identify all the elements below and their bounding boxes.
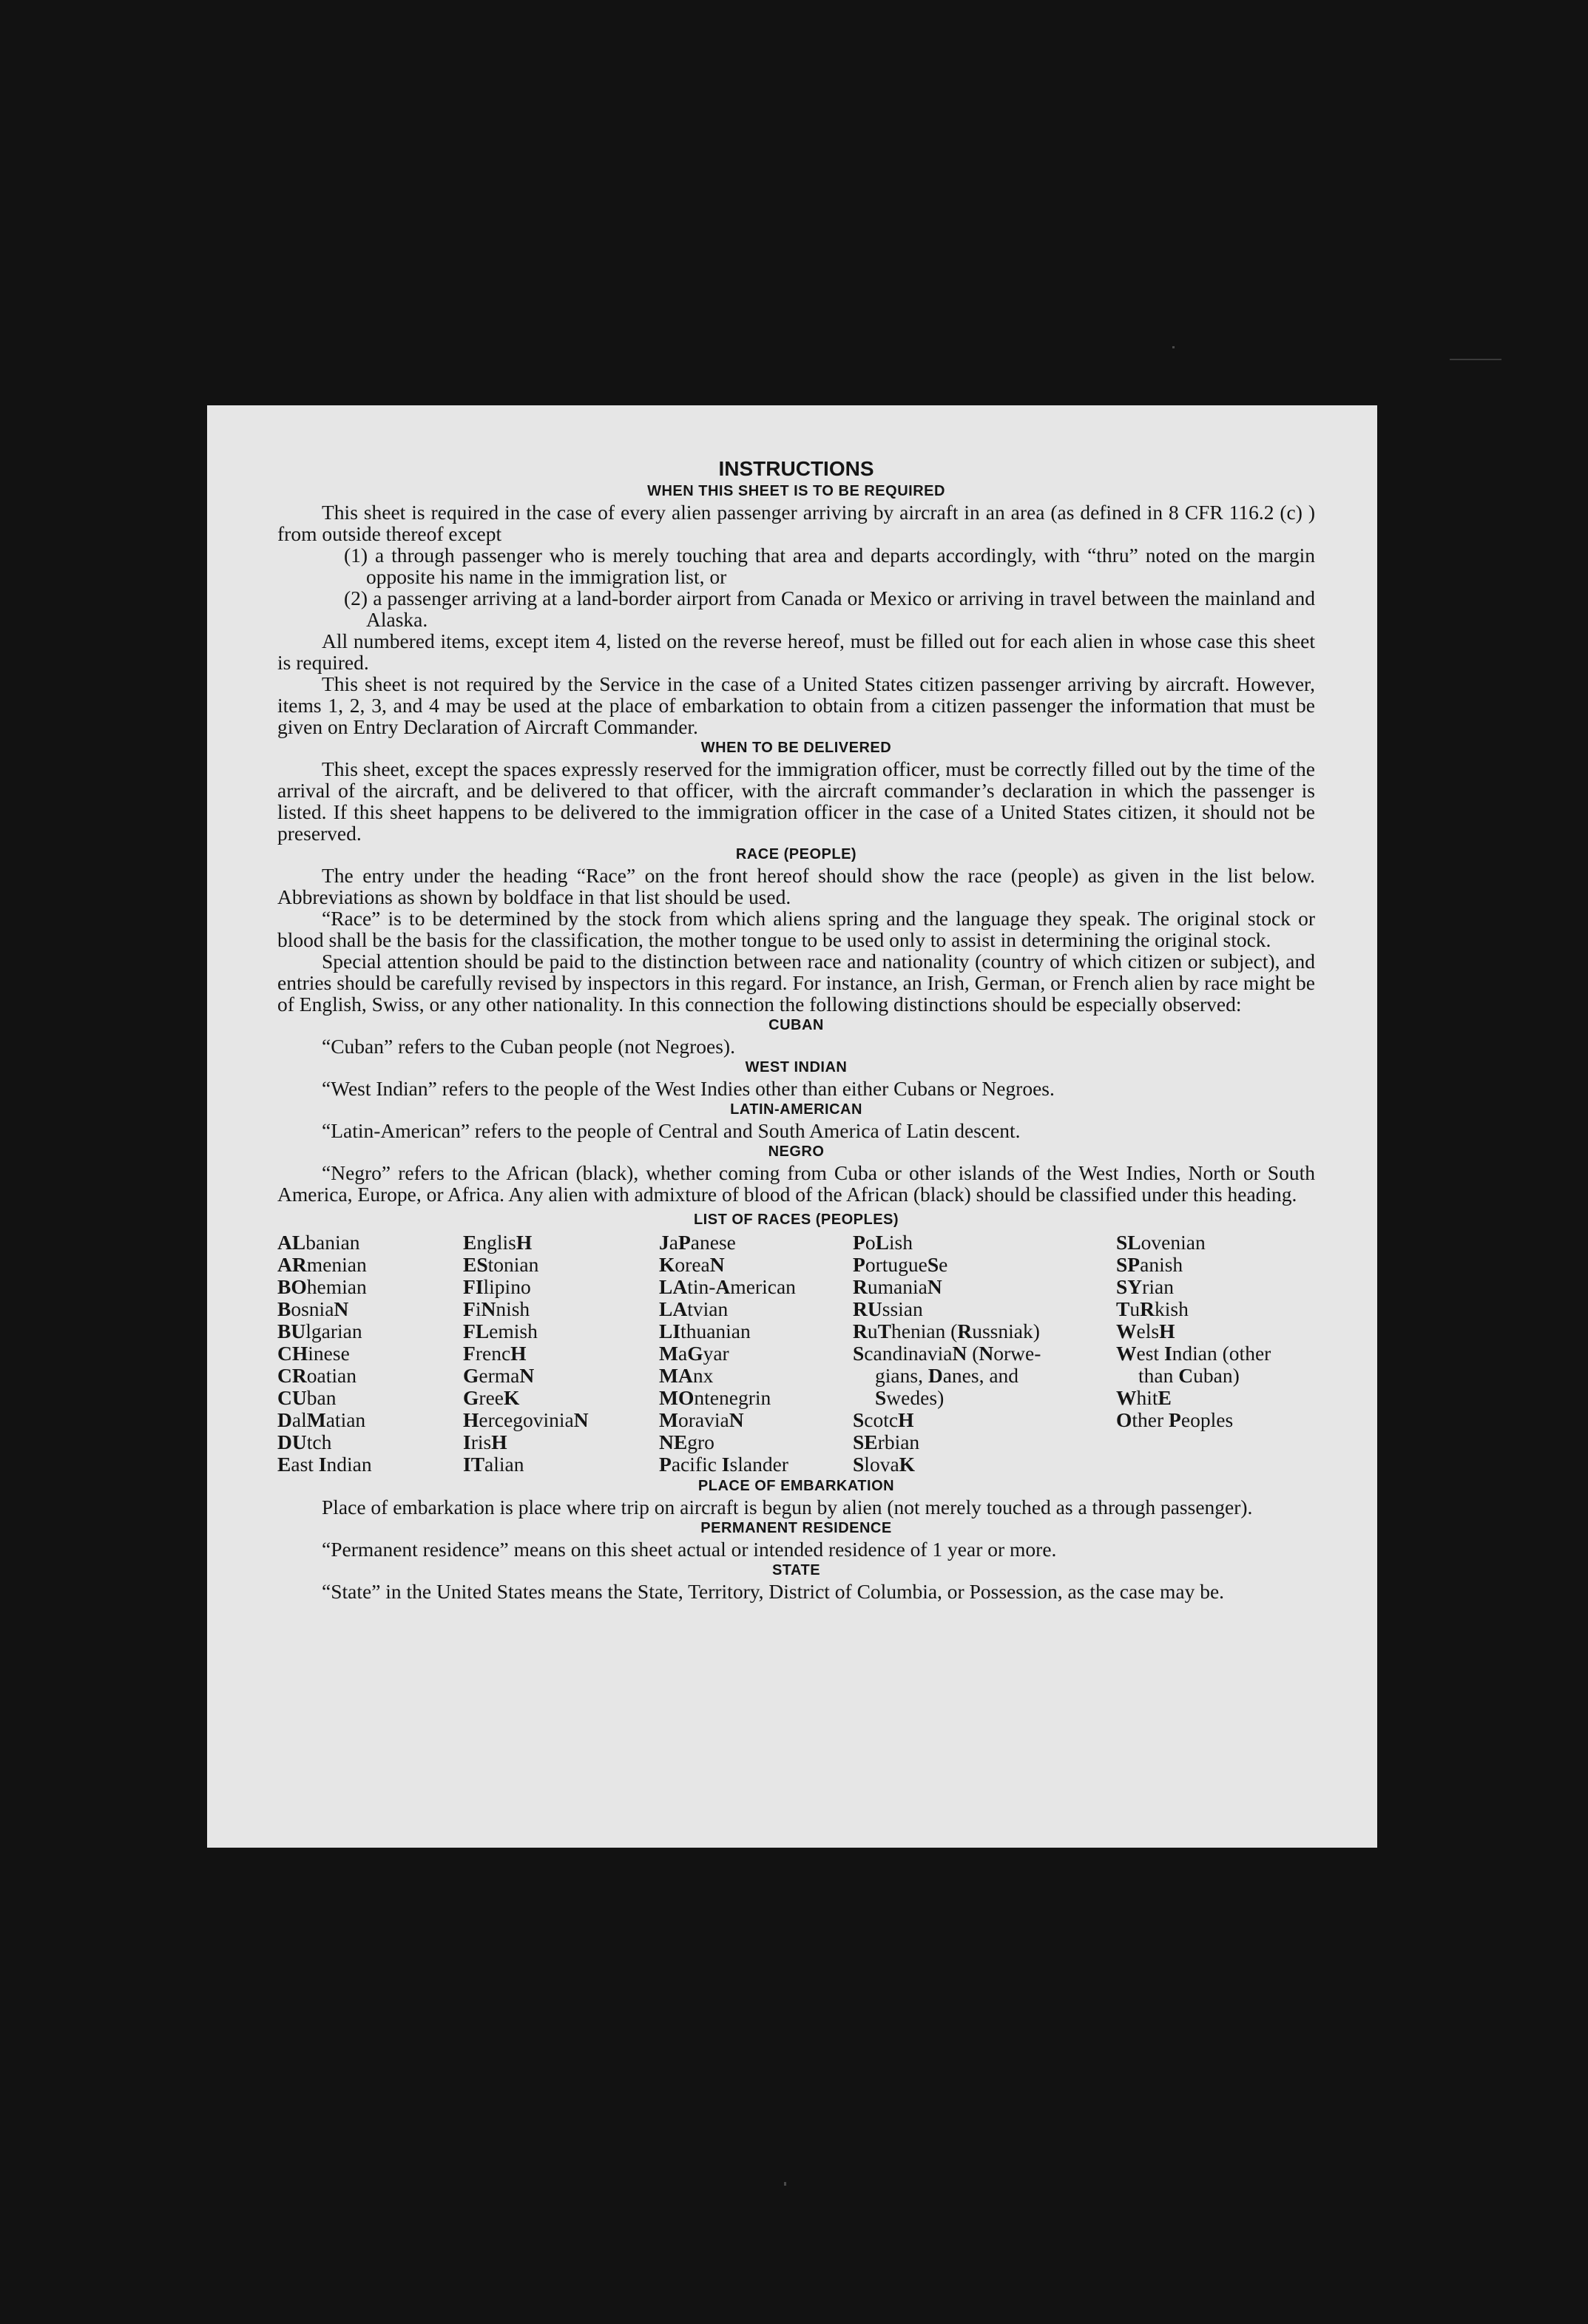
race-entry: ScandinaviaN (Norwe- — [853, 1342, 1041, 1365]
race-entry: WhitE — [1116, 1386, 1172, 1409]
paragraph: This sheet, except the spaces expressly reserved for the immigration officer, must be correctly filled out by the time of the arrival of the aircraft, and be delivered to that officer, with the aircraft commander’s declaration in which the passenger is listed. If this sheet happens to be delivered to the immigration officer in the case of a United States citizen, it should not be preserved. — [277, 757, 1315, 845]
races-list — [277, 1232, 1315, 1476]
race-entry: BOhemian — [277, 1275, 367, 1298]
race-entry: JaPanese — [659, 1231, 736, 1254]
race-entry: MoraviaN — [659, 1408, 744, 1431]
paragraph: “West Indian” refers to the people of the West Indies other than either Cubans or Negroes. — [322, 1077, 1055, 1100]
section-heading-race: RACE (PEOPLE) — [735, 846, 857, 862]
paragraph: This sheet is not required by the Service in the case of a United States citizen passenger arriving by aircraft. However, items 1, 2, 3, and 4 may be used at the place of embarkation to obtain from a citizen passenger the information that must be given on Entry Declaration of Aircraft Commander. — [277, 672, 1315, 738]
races-column — [853, 1232, 1116, 1476]
race-entry: ITalian — [463, 1453, 524, 1476]
section-heading-embarkation: PLACE OF EMBARKATION — [697, 1478, 895, 1494]
list-item: (1) a through passenger who is merely touching that area and departs accordingly, with “thru” noted on the margin opposite his name in the immigration list, or — [344, 544, 1315, 588]
race-entry: RuThenian (Russniak) — [853, 1320, 1040, 1342]
section-heading-required: WHEN THIS SHEET IS TO BE REQUIRED — [647, 483, 945, 499]
race-entry: PoLish — [853, 1231, 913, 1254]
paragraph: “Cuban” refers to the Cuban people (not Negroes). — [322, 1035, 735, 1058]
race-entry: DalMatian — [277, 1408, 366, 1431]
section-heading-west-indian: WEST INDIAN — [745, 1059, 848, 1075]
race-entry: KoreaN — [659, 1253, 725, 1276]
race-entry: LIthuanian — [659, 1320, 751, 1342]
race-entry: FrencH — [463, 1342, 527, 1365]
paragraph: Special attention should be paid to the distinction between race and nationality (country of which citizen or subject), and entries should be carefully revised by inspectors in this regard. For instance, an Irish, German, or French alien by race might be of English, Swiss, or any other nationality. In this connection the following distinctions should be especially observed: — [277, 950, 1315, 1016]
race-entry: DUtch — [277, 1430, 332, 1453]
paragraph: This sheet is required in the case of every alien passenger arriving by aircraft in an area (as defined in 8 CFR 116.2 (c) ) from outside thereof except — [277, 501, 1315, 545]
race-entry: LAtvian — [659, 1297, 729, 1320]
race-entry: MAnx — [659, 1364, 714, 1387]
race-entry: SPanish — [1116, 1253, 1183, 1276]
race-entry: CRoatian — [277, 1364, 357, 1387]
race-entry: FiNnish — [463, 1297, 530, 1320]
race-entry: SLovenian — [1116, 1231, 1206, 1254]
section-heading-negro: NEGRO — [768, 1144, 825, 1160]
document-sheet — [207, 405, 1377, 1848]
section-heading-residence: PERMANENT RESIDENCE — [700, 1520, 892, 1536]
paragraph: All numbered items, except item 4, listed on the reverse hereof, must be filled out for each alien in whose case this sheet is required. — [277, 629, 1315, 674]
paragraph: “Negro” refers to the African (black), whether coming from Cuba or other islands of the West Indies, North or South America, Europe, or Africa. Any alien with admixture of blood of the African (black) should be classified under this heading. — [277, 1161, 1315, 1206]
races-column — [463, 1232, 659, 1476]
section-heading-latin-american: LATIN-AMERICAN — [730, 1101, 862, 1118]
race-entry: MaGyar — [659, 1342, 729, 1365]
race-entry: EnglisH — [463, 1231, 533, 1254]
section-heading-races-list: LIST OF RACES (PEOPLES) — [693, 1212, 899, 1228]
races-column — [659, 1232, 853, 1476]
race-entry: GermaN — [463, 1364, 535, 1387]
race-entry: East Indian — [277, 1453, 372, 1476]
race-entry: CUban — [277, 1386, 337, 1409]
section-heading-delivered: WHEN TO BE DELIVERED — [700, 740, 892, 756]
race-entry: SYrian — [1116, 1275, 1174, 1298]
race-entry: PortugueSe — [853, 1253, 948, 1276]
race-entry: West Indian (other — [1116, 1342, 1271, 1365]
race-entry: HercegoviniaN — [463, 1408, 589, 1431]
race-entry: RumaniaN — [853, 1275, 942, 1298]
race-entry: BosniaN — [277, 1297, 349, 1320]
race-entry: SlovaK — [853, 1453, 916, 1476]
list-item: (2) a passenger arriving at a land-border airport from Canada or Mexico or arriving in travel between the mainland and Alaska. — [344, 587, 1315, 631]
races-column — [277, 1232, 463, 1476]
race-entry: EStonian — [463, 1253, 539, 1276]
race-entry: RUssian — [853, 1297, 923, 1320]
race-entry: Other Peoples — [1116, 1408, 1234, 1431]
race-entry: MOntenegrin — [659, 1386, 771, 1409]
race-entry: than Cuban) — [1138, 1364, 1240, 1387]
race-entry: SErbian — [853, 1430, 920, 1453]
race-entry: BUlgarian — [277, 1320, 362, 1342]
race-entry: FLemish — [463, 1320, 538, 1342]
paragraph: “State” in the United States means the State, Territory, District of Columbia, or Possession, as the case may be. — [322, 1580, 1225, 1603]
section-heading-state: STATE — [771, 1562, 821, 1578]
race-entry: FIlipino — [463, 1275, 531, 1298]
page-title: INSTRUCTIONS — [718, 457, 874, 480]
section-heading-cuban: CUBAN — [768, 1017, 824, 1033]
race-entry: Pacific Islander — [659, 1453, 788, 1476]
race-entry: LAtin-American — [659, 1275, 796, 1298]
paragraph: Place of embarkation is place where trip on aircraft is begun by alien (not merely touched as a through passenger). — [322, 1496, 1253, 1519]
race-entry: IrisH — [463, 1430, 507, 1453]
race-entry: ARmenian — [277, 1253, 367, 1276]
paragraph: “Latin-American” refers to the people of Central and South America of Latin descent. — [322, 1119, 1021, 1142]
race-entry: ScotcH — [853, 1408, 914, 1431]
race-entry: NEgro — [659, 1430, 714, 1453]
paragraph: “Race” is to be determined by the stock from which aliens spring and the language they speak. The original stock or blood shall be the basis for the classification, the mother tongue to be used only to assist in determining the original stock. — [277, 907, 1315, 951]
paragraph: The entry under the heading “Race” on the front hereof should show the race (people) as given in the list below. Abbreviations as shown by boldface in that list should be used. — [277, 864, 1315, 908]
race-entry: ALbanian — [277, 1231, 360, 1254]
race-entry: WelsH — [1116, 1320, 1175, 1342]
race-entry: CHinese — [277, 1342, 350, 1365]
races-column — [1116, 1232, 1316, 1476]
race-entry: Swedes) — [875, 1386, 945, 1409]
paragraph: “Permanent residence” means on this sheet actual or intended residence of 1 year or more. — [322, 1538, 1057, 1561]
race-entry: gians, Danes, and — [875, 1364, 1019, 1387]
race-entry: TuRkish — [1116, 1297, 1189, 1320]
race-entry: GreeK — [463, 1386, 520, 1409]
